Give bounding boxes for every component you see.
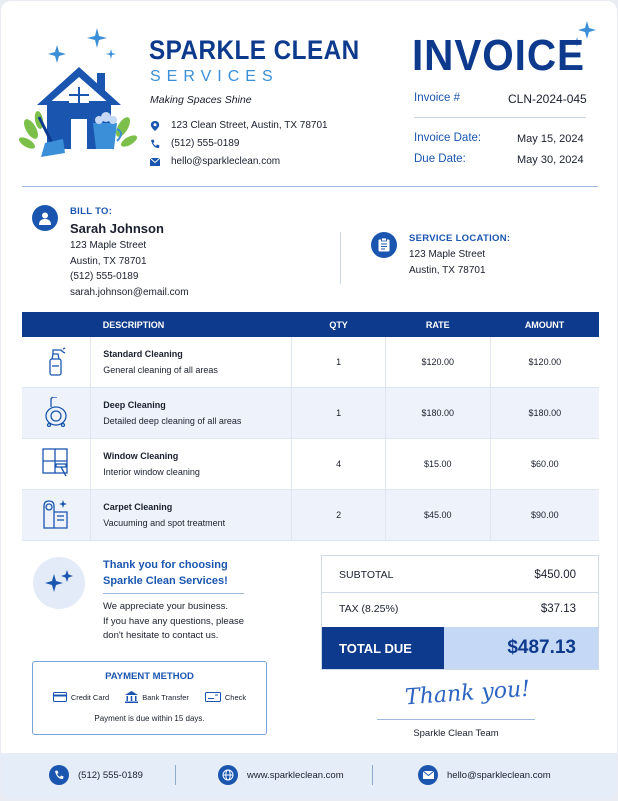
clipboard-icon xyxy=(378,238,390,252)
payment-method-box xyxy=(32,661,267,735)
table-row xyxy=(22,337,599,388)
item-desc: General cleaning of all areas xyxy=(103,365,218,375)
payment-credit-card xyxy=(53,691,109,703)
table-row xyxy=(22,490,599,541)
house-logo-icon xyxy=(19,25,137,167)
thanks-badge xyxy=(33,557,85,609)
item-name: Carpet Cleaning xyxy=(103,502,173,512)
thanks-body-2: If you have any questions, please xyxy=(103,615,245,627)
phone-icon xyxy=(49,765,69,785)
client-phone: (512) 555-0189 xyxy=(70,271,139,282)
person-icon xyxy=(39,212,51,225)
thanks-body-1: We appreciate your business. xyxy=(103,601,228,612)
tax-value: $37.13 xyxy=(540,603,576,615)
payment-bank-transfer-label: Bank Transfer xyxy=(142,692,189,702)
due-date-label: Due Date: xyxy=(414,153,466,165)
row-description-cell xyxy=(91,490,292,541)
item-desc: Detailed deep cleaning of all areas xyxy=(103,416,242,426)
row-description-cell xyxy=(91,439,292,490)
subtotal-label: SUBTOTAL xyxy=(339,569,394,581)
carpet-icon xyxy=(41,498,71,530)
service-city: Austin, TX 78701 xyxy=(409,264,486,276)
item-name: Deep Cleaning xyxy=(103,400,166,410)
envelope-icon xyxy=(418,765,438,785)
company-address-row xyxy=(150,120,328,131)
company-name: SPARKLE CLEAN xyxy=(149,35,360,65)
footer-email[interactable] xyxy=(418,765,551,785)
company-email[interactable]: hello@sparkleclean.com xyxy=(171,156,281,167)
thanks-divider xyxy=(103,593,244,594)
row-icon-cell xyxy=(22,337,91,388)
row-description-cell xyxy=(91,388,292,439)
company-phone[interactable]: (512) 555-0189 xyxy=(171,138,240,149)
company-email-row xyxy=(150,156,280,167)
row-qty: 2 xyxy=(292,490,386,541)
envelope-icon xyxy=(150,157,160,167)
subtotal-value: $450.00 xyxy=(534,569,576,581)
subtotal-row xyxy=(339,566,576,584)
payment-credit-card-label: Credit Card xyxy=(70,692,110,702)
table-row xyxy=(22,388,599,439)
company-tagline: Making Spaces Shine xyxy=(150,94,252,106)
thanks-line-2: Sparkle Clean Services! xyxy=(103,574,228,587)
footer-phone-text: (512) 555-0189 xyxy=(78,769,143,781)
vacuum-icon xyxy=(43,397,69,427)
qty-header: QTY xyxy=(292,312,386,337)
thanks-line-1: Thank you for choosing xyxy=(103,559,228,571)
row-rate: $15.00 xyxy=(385,439,490,490)
row-amount: $120.00 xyxy=(528,357,562,367)
row-amount: $180.00 xyxy=(490,388,599,439)
service-location-badge xyxy=(371,232,397,258)
payment-bank-transfer xyxy=(125,691,189,703)
payment-check-label: Check xyxy=(224,692,247,702)
line-items-table xyxy=(22,312,599,541)
total-due-label: TOTAL DUE xyxy=(322,627,444,669)
phone-icon xyxy=(150,139,160,149)
footer-divider xyxy=(372,765,373,785)
payment-note: Payment is due within 15 days. xyxy=(94,714,205,723)
service-location-label: SERVICE LOCATION: xyxy=(409,233,511,244)
row-rate: $45.00 xyxy=(385,490,490,541)
invoice-number: CLN-2024-045 xyxy=(508,92,587,106)
invoice-number-label: Invoice # xyxy=(414,92,461,104)
item-name: Window Cleaning xyxy=(103,451,179,461)
payment-methods xyxy=(33,691,266,703)
table-header-row xyxy=(22,312,599,337)
globe-icon xyxy=(218,765,238,785)
table-row xyxy=(22,439,599,490)
footer-phone[interactable] xyxy=(49,765,143,785)
totals-divider xyxy=(322,592,598,593)
team-name: Sparkle Clean Team xyxy=(413,728,499,739)
invoice-date: May 15, 2024 xyxy=(517,133,584,145)
service-location-details xyxy=(409,247,486,278)
row-qty: 4 xyxy=(292,439,386,490)
bank-icon xyxy=(125,691,138,703)
header-divider xyxy=(22,186,598,187)
thank-you-signature: Thank you! xyxy=(404,676,531,711)
total-due-value: $487.13 xyxy=(444,627,598,669)
client-details xyxy=(70,238,189,300)
tax-row xyxy=(339,600,576,618)
row-icon-cell xyxy=(22,490,91,541)
company-subtitle: SERVICES xyxy=(150,68,279,85)
invoice-title: INVOICE xyxy=(412,31,585,80)
row-rate: $120.00 xyxy=(385,337,490,388)
signature-line xyxy=(377,719,535,720)
tax-label: TAX (8.25%) xyxy=(339,603,399,615)
amount-header: AMOUNT xyxy=(490,312,599,337)
footer xyxy=(1,753,617,799)
check-icon xyxy=(205,692,221,702)
payment-method-title: PAYMENT METHOD xyxy=(105,671,194,682)
credit-card-icon xyxy=(53,692,67,702)
footer-website[interactable] xyxy=(218,765,344,785)
icon-column-header xyxy=(22,312,91,337)
client-email: sarah.johnson@email.com xyxy=(70,286,189,298)
row-description-cell xyxy=(91,337,292,388)
company-phone-row xyxy=(150,138,239,149)
thanks-heading xyxy=(103,558,228,589)
row-amount: $90.00 xyxy=(490,490,599,541)
sparkle-icon xyxy=(43,570,75,596)
row-icon-cell xyxy=(22,439,91,490)
rate-header: RATE xyxy=(385,312,490,337)
client-street: 123 Maple Street xyxy=(70,240,147,251)
payment-check xyxy=(205,691,246,703)
row-icon-cell xyxy=(22,388,91,439)
item-desc: Interior window cleaning xyxy=(103,467,200,477)
footer-website-text: www.sparkleclean.com xyxy=(247,769,344,781)
address-divider xyxy=(340,232,341,284)
thanks-message xyxy=(103,600,244,644)
item-desc: Vacuuming and spot treatment xyxy=(103,518,226,528)
row-rate: $180.00 xyxy=(385,388,490,439)
row-amount: $60.00 xyxy=(531,459,559,469)
company-address: 123 Clean Street, Austin, TX 78701 xyxy=(171,120,328,131)
row-qty: 1 xyxy=(292,388,386,439)
description-header: DESCRIPTION xyxy=(91,312,292,337)
row-qty: 1 xyxy=(292,337,386,388)
window-squeegee-icon xyxy=(42,448,70,478)
thanks-body-3: don't hesitate to contact us. xyxy=(103,630,219,641)
due-date: May 30, 2024 xyxy=(517,154,584,166)
client-name: Sarah Johnson xyxy=(70,221,164,236)
totals-box xyxy=(321,555,599,670)
bill-to-badge xyxy=(32,205,58,231)
footer-email-text: hello@sparkleclean.com xyxy=(447,769,551,781)
client-city: Austin, TX 78701 xyxy=(70,255,147,267)
invoice-page xyxy=(1,1,617,799)
bill-to-label: BILL TO: xyxy=(70,206,113,217)
item-name: Standard Cleaning xyxy=(103,349,183,359)
footer-divider xyxy=(175,765,176,785)
spray-bottle-icon xyxy=(46,346,66,376)
invoice-date-label: Invoice Date: xyxy=(414,132,482,144)
location-pin-icon xyxy=(150,121,160,131)
meta-divider xyxy=(414,117,586,118)
service-street: 123 Maple Street xyxy=(409,249,486,260)
